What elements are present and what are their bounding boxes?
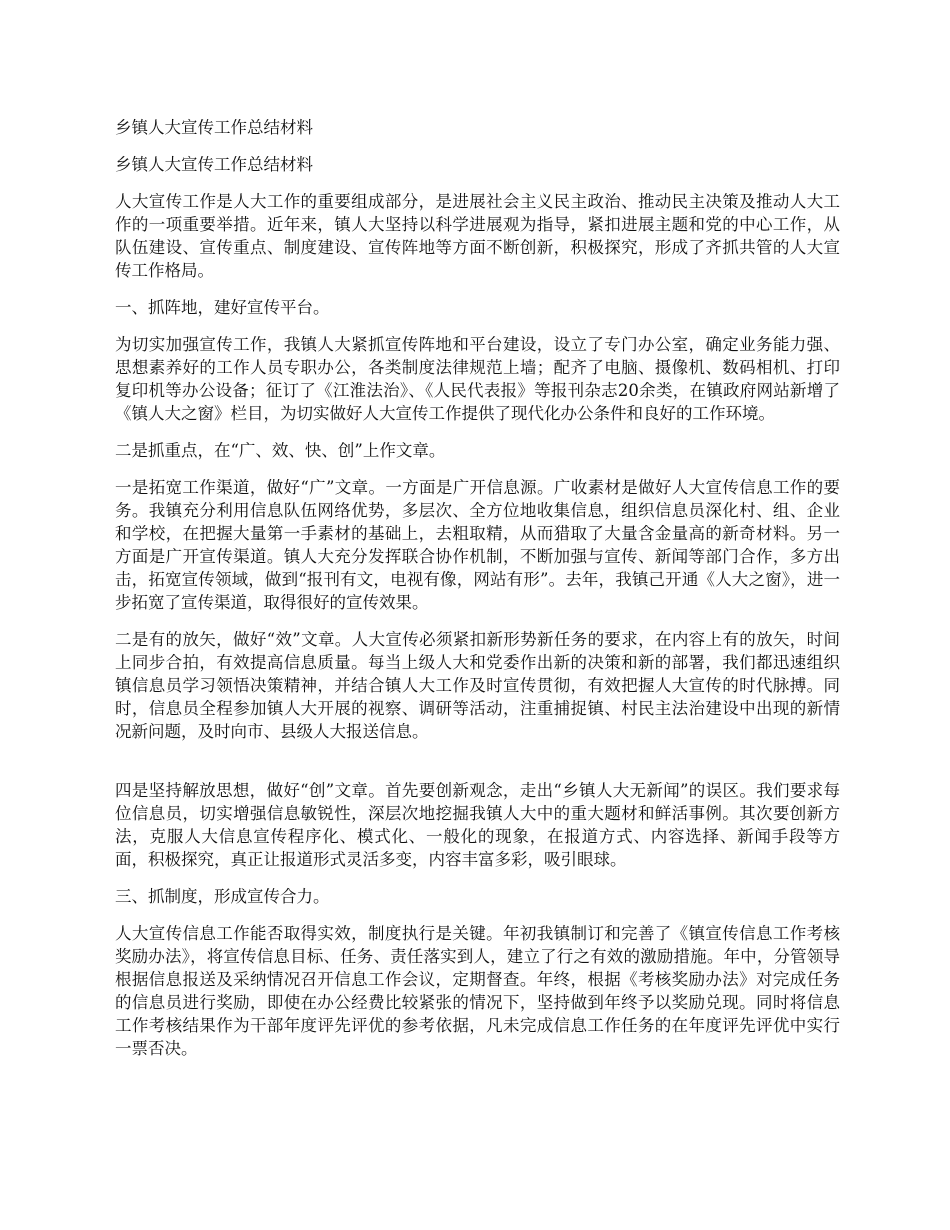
section-2-paragraph-guang: 一是拓宽工作渠道，做好“广”文章。一方面是广开信息源。广收素材是做好人大宣传信息工作的要务。我镇充分利用信息队伍网络优势，多层次、全方位地收集信息，组织信息员深化村、组、企业和学校，在把握大量第一手素材的基础上，去粗取精，从而猎取了大量含金量高的新奇材料。另一方面是广开宣传渠道。镇人大充分发挥联合协作机制，不断加强与宣传、新闻等部门合作，多方出击，拓宽宣传领域，做到“报刊有文，电视有像，网站有形”。去年，我镇己开通《人大之窗》，进一步拓宽了宣传渠道，取得很好的宣传效果。: [115, 478, 840, 612]
section-2-paragraph-xiao: 二是有的放矢，做好“效”文章。人大宣传必须紧扣新形势新任务的要求，在内容上有的放矢，时间上同步合拍，有效提高信息质量。每当上级人大和党委作出新的决策和新的部署，我们都迅速组织镇信息员学习领悟决策精神，并结合镇人大工作及时宣传贯彻，有效把握人大宣传的时代脉搏。同时，信息员全程参加镇人大开展的视察、调研等活动，注重捕捉镇、村民主法治建设中出现的新情况新问题，及时向市、县级人大报送信息。: [115, 630, 840, 741]
document-title: 乡镇人大宣传工作总结材料: [115, 118, 313, 137]
document-subtitle: 乡镇人大宣传工作总结材料: [115, 155, 313, 174]
intro-paragraph: 人大宣传工作是人大工作的重要组成部分，是进展社会主义民主政治、推动民主决策及推动人大工作的一项重要举措。近年来，镇人大坚持以科学进展观为指导，紧扣进展主题和党的中心工作，从队伍建设、宣传重点、制度建设、宣传阵地等方面不断创新，积极探究，形成了齐抓共管的人大宣传工作格局。: [115, 192, 840, 280]
section-heading-1: 一、抓阵地，建好宣传平台。: [115, 298, 330, 317]
section-heading-3: 三、抓制度，形成宣传合力。: [115, 887, 330, 906]
section-2-paragraph-chuang: 四是坚持解放思想，做好“创”文章。首先要创新观念，走出“乡镇人大无新闻”的误区。我们要求每位信息员，切实增强信息敏锐性，深层次地挖掘我镇人大中的重大题材和鲜活事例。其次要创新方法，克服人大信息宣传程序化、模式化、一般化的现象，在报道方式、内容选择、新闻手段等方面，积极探究，真正让报道形式灵活多变，内容丰富多彩，吸引眼球。: [115, 781, 840, 869]
section-3-paragraph: 人大宣传信息工作能否取得实效，制度执行是关键。年初我镇制订和完善了《镇宣传信息工作考核奖励办法》，将宣传信息目标、任务、责任落实到人，建立了行之有效的激励措施。年中，分管领导根据信息报送及采纳情况召开信息工作会议，定期督查。年终，根据《考核奖励办法》对完成任务的信息员进行奖励，即使在办公经费比较紧张的情况下，坚持做到年终予以奖励兑现。同时将信息工作考核结果作为干部年度评先评优的参考依据，凡未完成信息工作任务的在年度评先评优中实行一票否决。: [115, 924, 840, 1058]
document-page: [115, 116, 840, 1074]
section-1-paragraph: 为切实加强宣传工作，我镇人大紧抓宣传阵地和平台建设，设立了专门办公室，确定业务能力强、思想素养好的工作人员专职办公，各类制度法律规范上墙；配齐了电脑、摄像机、数码相机、打印复印机等办公设备；征订了《江淮法治》、《人民代表报》等报刊杂志20余类，在镇政府网站新增了《镇人大之窗》栏目，为切实做好人大宣传工作提供了现代化办公条件和良好的工作环境。: [115, 335, 840, 423]
section-heading-2: 二是抓重点，在“广、效、快、创”上作文章。: [115, 441, 446, 460]
